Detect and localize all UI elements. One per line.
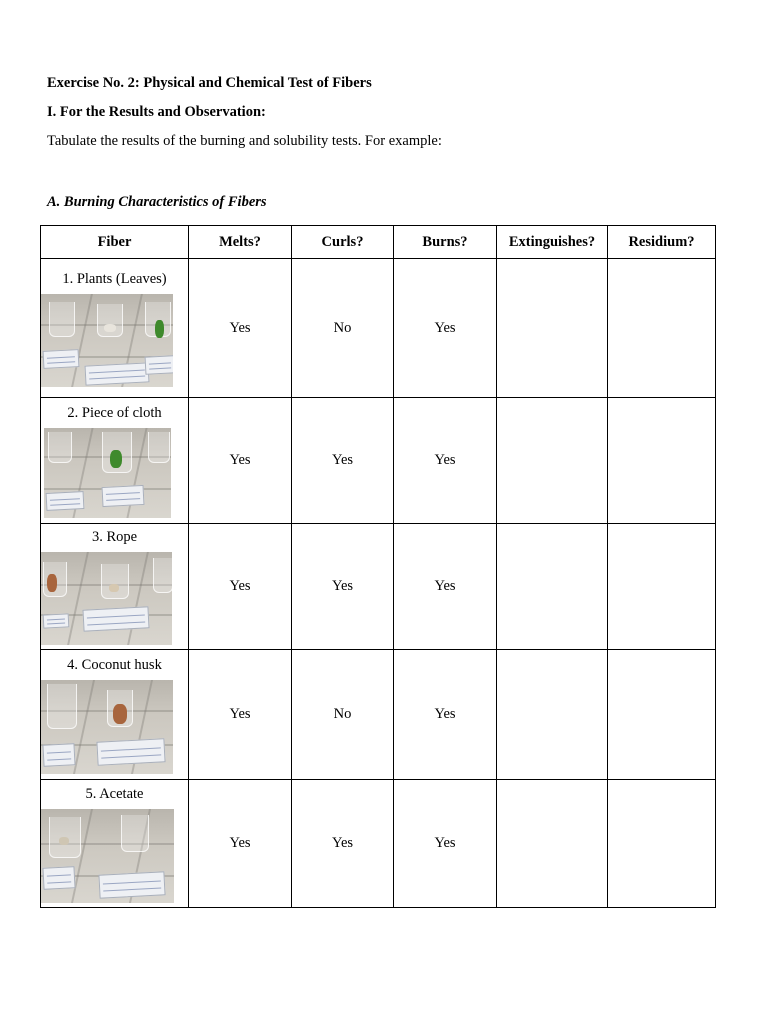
fiber-name: 4. Coconut husk bbox=[67, 656, 162, 673]
photo-rope-sample bbox=[41, 552, 172, 645]
fiber-name: 2. Piece of cloth bbox=[67, 404, 162, 421]
instruction-text: Tabulate the results of the burning and solubility tests. For example: bbox=[47, 133, 442, 149]
fiber-name: 5. Acetate bbox=[85, 785, 144, 802]
fiber-name: 1. Plants (Leaves) bbox=[62, 270, 167, 287]
photo-coconut-husk-sample bbox=[41, 680, 173, 774]
fiber-cell bbox=[41, 398, 189, 524]
burning-characteristics-table bbox=[40, 225, 716, 908]
header-burns: Burns? bbox=[394, 226, 497, 259]
melts-cell: Yes bbox=[189, 524, 292, 650]
table-row bbox=[41, 398, 716, 524]
burns-cell: Yes bbox=[394, 650, 497, 780]
curls-cell: No bbox=[292, 650, 394, 780]
extinguishes-cell bbox=[497, 398, 608, 524]
burns-cell: Yes bbox=[394, 780, 497, 908]
residium-cell bbox=[608, 780, 716, 908]
table-row bbox=[41, 650, 716, 780]
melts-cell: Yes bbox=[189, 650, 292, 780]
header-fiber: Fiber bbox=[41, 226, 189, 259]
residium-cell bbox=[608, 650, 716, 780]
table-header-row bbox=[41, 226, 716, 259]
section-title: I. For the Results and Observation: bbox=[47, 104, 266, 120]
subsection-title: A. Burning Characteristics of Fibers bbox=[47, 194, 267, 210]
fiber-cell bbox=[41, 650, 189, 780]
burns-cell: Yes bbox=[394, 524, 497, 650]
melts-cell: Yes bbox=[189, 780, 292, 908]
melts-cell: Yes bbox=[189, 398, 292, 524]
extinguishes-cell bbox=[497, 524, 608, 650]
burns-cell: Yes bbox=[394, 259, 497, 398]
header-residium: Residium? bbox=[608, 226, 716, 259]
header-extinguishes: Extinguishes? bbox=[497, 226, 608, 259]
photo-green-cloth-sample bbox=[44, 428, 171, 518]
extinguishes-cell bbox=[497, 780, 608, 908]
table-row bbox=[41, 780, 716, 908]
residium-cell bbox=[608, 524, 716, 650]
curls-cell: Yes bbox=[292, 398, 394, 524]
fiber-cell bbox=[41, 524, 189, 650]
curls-cell: Yes bbox=[292, 780, 394, 908]
table-row bbox=[41, 259, 716, 398]
curls-cell: Yes bbox=[292, 524, 394, 650]
residium-cell bbox=[608, 259, 716, 398]
header-melts: Melts? bbox=[189, 226, 292, 259]
extinguishes-cell bbox=[497, 650, 608, 780]
fiber-cell bbox=[41, 780, 189, 908]
table-row bbox=[41, 524, 716, 650]
fiber-cell bbox=[41, 259, 189, 398]
melts-cell: Yes bbox=[189, 259, 292, 398]
residium-cell bbox=[608, 398, 716, 524]
photo-acetate-sample bbox=[41, 809, 174, 903]
photo-green-leaf-sample bbox=[41, 294, 173, 387]
header-curls: Curls? bbox=[292, 226, 394, 259]
curls-cell: No bbox=[292, 259, 394, 398]
extinguishes-cell bbox=[497, 259, 608, 398]
burns-cell: Yes bbox=[394, 398, 497, 524]
fiber-name: 3. Rope bbox=[91, 529, 138, 545]
exercise-title: Exercise No. 2: Physical and Chemical Test of Fibers bbox=[47, 75, 372, 91]
